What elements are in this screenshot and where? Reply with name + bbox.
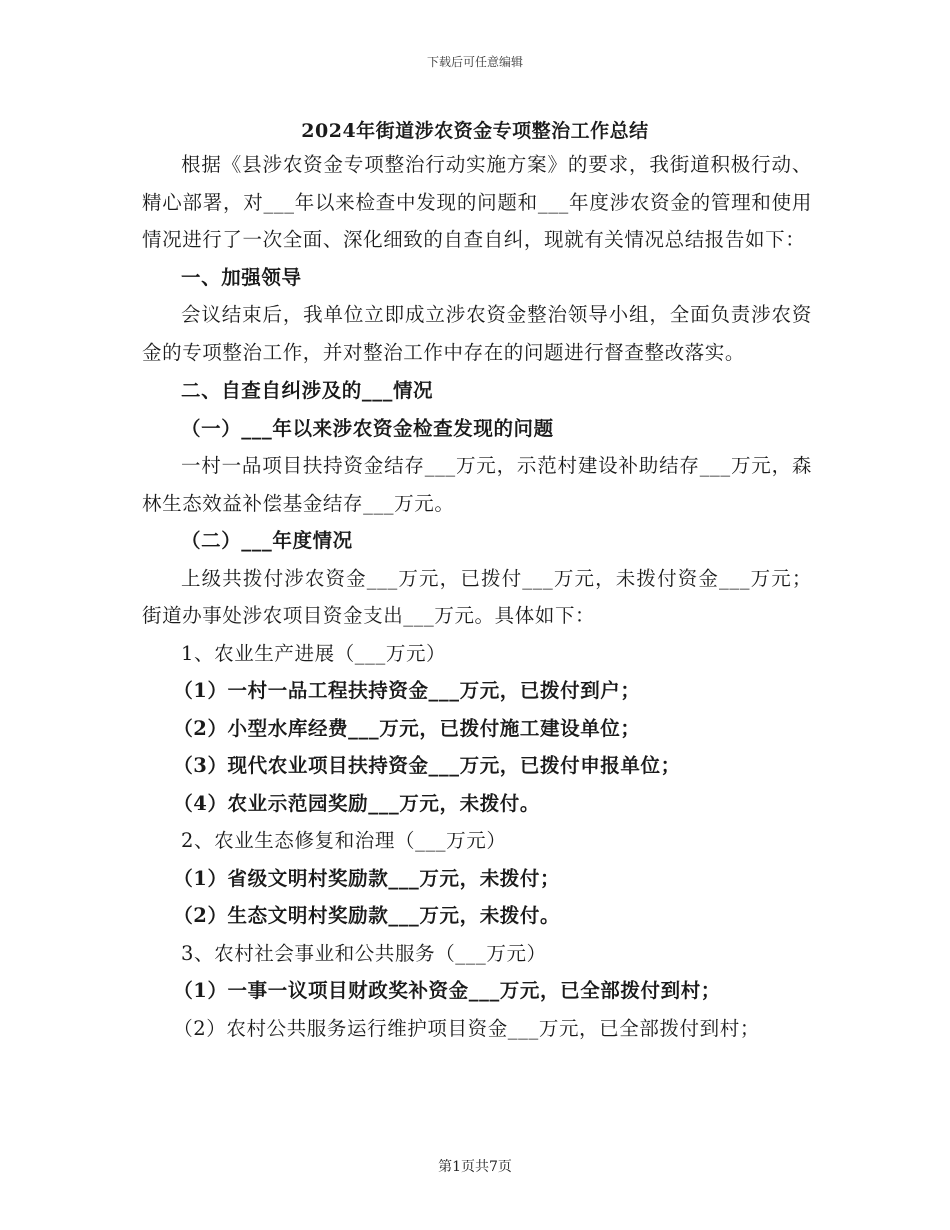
problems-paragraph: 一村一品项目扶持资金结存___万元，示范村建设补助结存___万元，森林生态效益补偿基金结存___万元。 [142,454,812,515]
item-3-2: （2）农村公共服务运行维护项目资金___万元，已全部拨付到村； [173,1016,760,1040]
document-title: 2024年街道涉农资金专项整治工作总结 [301,120,649,142]
section-heading-2: 二、自查自纠涉及的___情况 [181,379,434,402]
item-1-1: （1）一村一品工程扶持资金___万元，已拨付到户； [173,679,641,702]
page-number: 第1页共7页 [438,1159,512,1175]
item-heading-2: 2、农业生态修复和治理（___万元） [181,829,507,852]
item-1-4: （4）农业示范园奖励___万元，未拨付。 [173,791,541,815]
document-body [142,146,812,1047]
item-2-1: （1）省级文明村奖励款___万元，未拨付； [173,866,561,890]
subsection-heading-1: （一）___年以来涉农资金检查发现的问题 [181,416,554,440]
header-note: 下载后可任意编辑 [426,55,523,69]
intro-paragraph: 根据《县涉农资金专项整治行动实施方案》的要求，我街道积极行动、精心部署，对___年以来检查中发现的问题和___年度涉农资金的管理和使用情况进行了一次全面、深化细致的自查自纠，现就有关情况总结报告如下： [142,153,812,251]
item-heading-1: 1、农业生产进展（___万元） [181,641,447,665]
subsection-heading-2: （二）___年度情况 [181,529,353,552]
item-3-1: （1）一事一议项目财政奖补资金___万元，已全部拨付到村； [173,979,721,1002]
item-1-3: （3）现代农业项目扶持资金___万元，已拨付申报单位； [173,754,681,777]
item-1-2: （2）小型水库经费___万元，已拨付施工建设单位； [173,716,641,740]
section-heading-1: 一、加强领导 [181,265,302,289]
item-2-2: （2）生态文明村奖励款___万元，未拨付。 [173,904,561,927]
leadership-paragraph: 会议结束后，我单位立即成立涉农资金整治领导小组，全面负责涉农资金的专项整治工作，并对整治工作中存在的问题进行督查整改落实。 [142,303,812,364]
annual-paragraph: 上级共拨付涉农资金___万元，已拨付___万元，未拨付资金___万元；街道办事处涉农项目资金支出___万元。具体如下： [142,566,812,627]
item-heading-3: 3、农村社会事业和公共服务（___万元） [181,941,547,965]
